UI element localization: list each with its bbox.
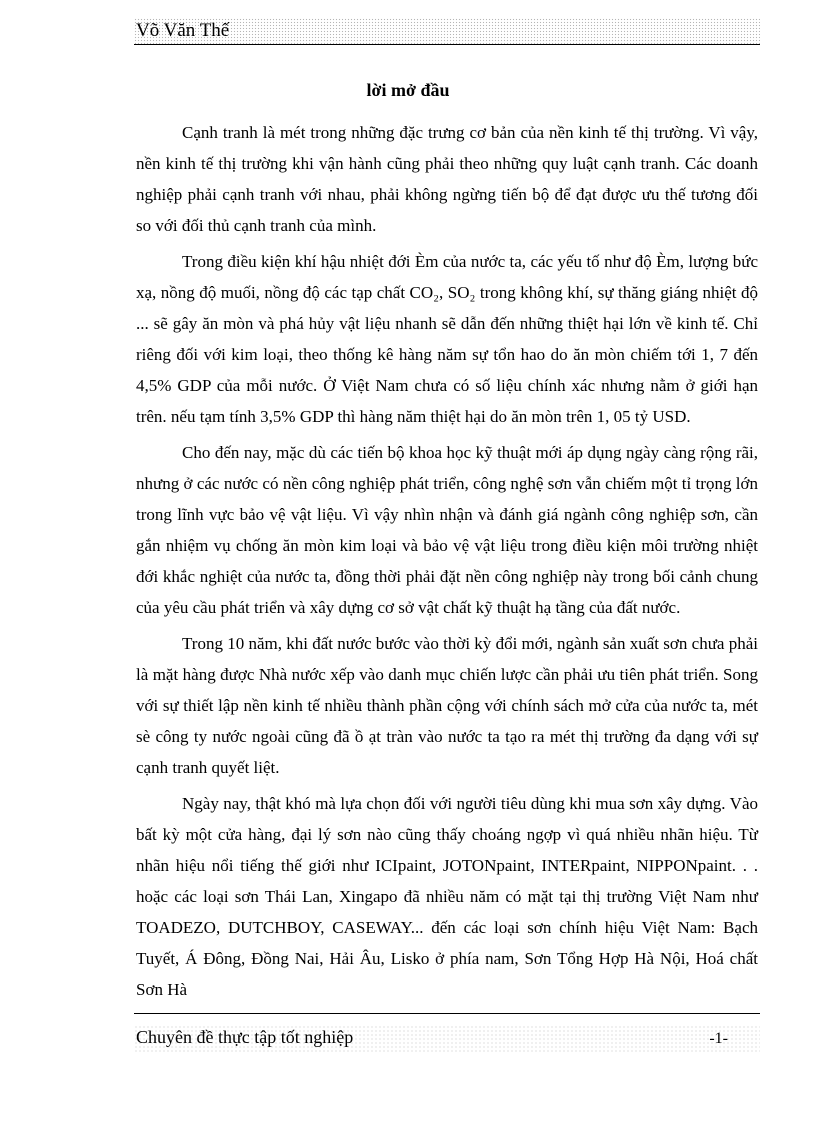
header-author: Võ Văn Thế [136,20,230,41]
page-header [134,18,760,45]
page-footer [134,1025,760,1053]
paragraph-1: Cạnh tranh là mét trong những đặc trưng cơ bản của nền kinh tế thị trường. Vì vậy, nền kinh tế thị trường khi vận hành cũng phải theo những quy luật cạnh tranh. Các doanh nghiệp phải cạnh tranh với nhau, phải không ngừng tiến bộ để đạt được ưu thế tương đối so với đối thủ cạnh tranh của mình. [136,123,758,235]
page-number: -1- [709,1030,728,1047]
footer-divider [134,1013,760,1014]
paragraph-5: Ngày nay, thật khó mà lựa chọn đối với người tiêu dùng khi mua sơn xây dựng. Vào bất kỳ một cửa hàng, đại lý sơn nào cũng thấy choáng ngợp vì quá nhiều nhãn hiệu. Từ nhãn hiệu nổi tiếng thế giới như ICIpaint, JOTONpaint, INTERpaint, NIPPONpaint. . . hoặc các loại sơn Thái Lan, Xingapo đã nhiều năm có mặt tại thị trường Việt Nam như TOADEZO, DUTCHBOY, CASEWAY... đến các loại sơn chính hiệu Việt Nam: Bạch Tuyết, Á Đông, Đồng Nai, Hải Âu, Lisko ở phía nam, Sơn Tổng Hợp Hà Nội, Hoá chất Sơn Hà [136,794,758,999]
paragraph-3: Cho đến nay, mặc dù các tiến bộ khoa học kỹ thuật mới áp dụng ngày càng rộng rãi, nhưng ở các nước có nền công nghiệp phát triển, công nghệ sơn vẫn chiếm một tỉ trọng lớn trong lĩnh vực bảo vệ vật liệu. Vì vậy nhìn nhận và đánh giá ngành công nghiệp sơn, cần gắn nhiệm vụ chống ăn mòn kim loại và bảo vệ vật liệu trong điều kiện môi trường nhiệt đới khắc nghiệt của nước ta, đồng thời phải đặt nền công nghiệp này trong bối cảnh chung của yêu cầu phát triển và xây dựng cơ sở vật chất kỹ thuật hạ tầng của đất nước. [136,443,758,617]
paragraph-2: Trong điều kiện khí hậu nhiệt đới Èm của nước ta, các yếu tố như độ Èm, lượng bức xạ, nồng độ muối, nồng độ các tạp chất CO₂, SO₂ trong không khí, sự thăng giáng nhiệt độ ... sẽ gây ăn mòn và phá hủy vật liệu nhanh sẽ dẫn đến những thiệt hại lớn về kinh tế. Chỉ riêng đối với kim loại, theo thống kê hàng năm sự tổn hao do ăn mòn chiếm tới 1, 7 đến 4,5% GDP của mỗi nước. Ở Việt Nam chưa có số liệu chính xác nhưng nằm ở giới hạn trên. nếu tạm tính 3,5% GDP thì hàng năm thiệt hại do ăn mòn trên 1, 05 tỷ USD. [136,252,758,426]
document-title: lời mở đầu [366,80,450,100]
footer-title: Chuyên đề thực tập tốt nghiệp [136,1027,354,1047]
document-body [136,117,758,1005]
paragraph-4: Trong 10 năm, khi đất nước bước vào thời kỳ đổi mới, ngành sản xuất sơn chưa phải là mặt hàng được Nhà nước xếp vào danh mục chiến lược cần phải ưu tiên phát triển. Song với sự thiết lập nền kinh tế nhiều thành phần cộng với chính sách mở cửa của nước ta, mét sè công ty nước ngoài cũng đã ồ ạt tràn vào nước ta tạo ra mét thị trường đa dạng với sự cạnh tranh quyết liệt. [136,634,758,777]
